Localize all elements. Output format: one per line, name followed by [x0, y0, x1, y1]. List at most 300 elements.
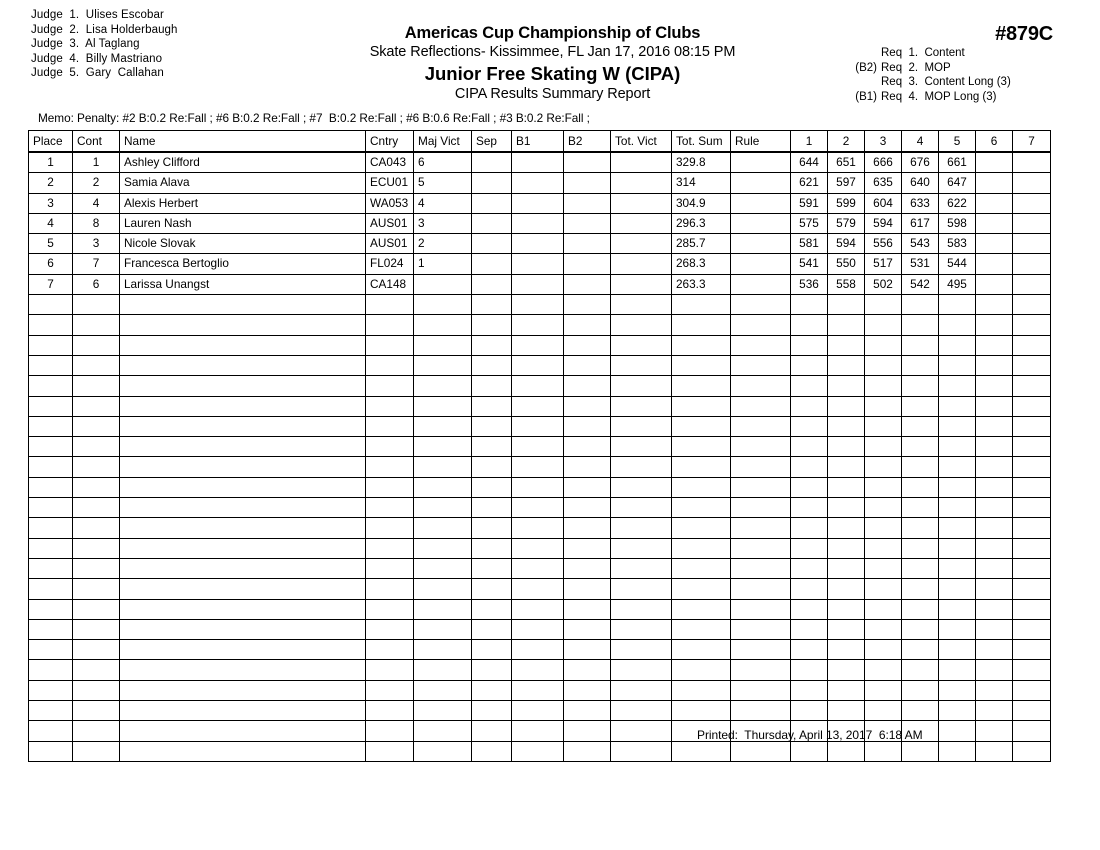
- cell-empty: [366, 701, 414, 721]
- cell-empty: [564, 599, 611, 619]
- table-row-empty: [29, 538, 1051, 558]
- cell-empty: [564, 457, 611, 477]
- cell-empty: [29, 498, 73, 518]
- requirements-block: [845, 22, 1075, 104]
- cell-empty: [366, 295, 414, 315]
- cell-empty: [120, 538, 366, 558]
- cell-empty: [865, 355, 902, 375]
- cell-empty: [902, 599, 939, 619]
- cell-rule: [731, 274, 791, 294]
- table-row: [29, 152, 1051, 173]
- cell-judge-2: 579: [828, 213, 865, 233]
- cell-judge-5: 495: [939, 274, 976, 294]
- cell-empty: [366, 538, 414, 558]
- cell-empty: [939, 558, 976, 578]
- cell-empty: [611, 680, 672, 700]
- cell-empty: [902, 619, 939, 639]
- cell-tot-sum: 285.7: [672, 234, 731, 254]
- cell-empty: [1013, 355, 1051, 375]
- cell-b1: [512, 213, 564, 233]
- cell-empty: [29, 295, 73, 315]
- cell-judge-3: 604: [865, 193, 902, 213]
- cell-empty: [73, 437, 120, 457]
- cell-empty: [73, 477, 120, 497]
- cell-empty: [672, 660, 731, 680]
- cell-empty: [472, 558, 512, 578]
- cell-judge-3: 594: [865, 213, 902, 233]
- cell-empty: [865, 335, 902, 355]
- cell-empty: [29, 721, 73, 741]
- cell-empty: [865, 701, 902, 721]
- cell-tot-sum: 329.8: [672, 152, 731, 173]
- cell-cont: 4: [73, 193, 120, 213]
- cell-judge-4: 676: [902, 152, 939, 173]
- cell-empty: [902, 396, 939, 416]
- cell-empty: [366, 741, 414, 761]
- cell-empty: [865, 498, 902, 518]
- cell-empty: [902, 660, 939, 680]
- cell-maj-vict: 5: [414, 173, 472, 193]
- cell-empty: [472, 396, 512, 416]
- cell-empty: [1013, 660, 1051, 680]
- cell-judge-1: 581: [791, 234, 828, 254]
- cell-b2: [564, 274, 611, 294]
- cell-sep: [472, 193, 512, 213]
- cell-empty: [976, 558, 1013, 578]
- cell-empty: [472, 376, 512, 396]
- cell-empty: [976, 437, 1013, 457]
- cell-empty: [120, 741, 366, 761]
- cell-empty: [512, 660, 564, 680]
- judge-entry-4: Judge 4. Billy Mastriano: [31, 52, 163, 65]
- cell-empty: [939, 295, 976, 315]
- cell-empty: [976, 376, 1013, 396]
- cell-empty: [564, 701, 611, 721]
- cell-empty: [472, 335, 512, 355]
- cell-empty: [366, 396, 414, 416]
- cell-empty: [366, 355, 414, 375]
- cell-empty: [414, 437, 472, 457]
- results-header-row: [29, 131, 1051, 153]
- cell-empty: [472, 477, 512, 497]
- column-header-judge-4: 4: [902, 131, 939, 153]
- table-row-empty: [29, 680, 1051, 700]
- requirement-row-3: [845, 75, 1075, 90]
- cell-judge-2: 599: [828, 193, 865, 213]
- cell-empty: [865, 741, 902, 761]
- judge-entry-3: Judge 3. Al Taglang: [31, 38, 140, 51]
- cell-empty: [902, 579, 939, 599]
- cell-empty: [865, 538, 902, 558]
- cell-empty: [865, 660, 902, 680]
- cell-empty: [611, 599, 672, 619]
- cell-empty: [791, 660, 828, 680]
- cell-empty: [672, 599, 731, 619]
- cell-empty: [564, 396, 611, 416]
- cell-empty: [939, 619, 976, 639]
- cell-judge-6: [976, 274, 1013, 294]
- table-row: [29, 173, 1051, 193]
- cell-empty: [731, 518, 791, 538]
- cell-empty: [564, 579, 611, 599]
- judge-entry-5: Judge 5. Gary Callahan: [31, 67, 164, 80]
- cell-rule: [731, 152, 791, 173]
- cell-empty: [791, 295, 828, 315]
- cell-b1: [512, 193, 564, 213]
- cell-judge-4: 633: [902, 193, 939, 213]
- cell-empty: [414, 599, 472, 619]
- cell-empty: [976, 701, 1013, 721]
- cell-empty: [611, 437, 672, 457]
- cell-empty: [564, 335, 611, 355]
- cell-rule: [731, 234, 791, 254]
- cell-empty: [512, 538, 564, 558]
- cell-empty: [120, 599, 366, 619]
- cell-empty: [902, 680, 939, 700]
- cell-empty: [828, 457, 865, 477]
- cell-empty: [120, 457, 366, 477]
- cell-empty: [611, 498, 672, 518]
- cell-empty: [414, 741, 472, 761]
- cell-maj-vict: 3: [414, 213, 472, 233]
- cell-empty: [939, 376, 976, 396]
- cell-empty: [564, 660, 611, 680]
- cell-empty: [472, 416, 512, 436]
- cell-empty: [672, 437, 731, 457]
- cell-empty: [512, 619, 564, 639]
- cell-empty: [731, 741, 791, 761]
- cell-empty: [865, 457, 902, 477]
- cell-empty: [414, 416, 472, 436]
- cell-empty: [976, 355, 1013, 375]
- cell-empty: [414, 335, 472, 355]
- cell-empty: [791, 619, 828, 639]
- cell-judge-7: [1013, 254, 1051, 274]
- cell-empty: [731, 538, 791, 558]
- cell-empty: [512, 376, 564, 396]
- requirement-prefix-1: [845, 46, 881, 61]
- cell-empty: [564, 315, 611, 335]
- cell-empty: [611, 477, 672, 497]
- cell-empty: [120, 680, 366, 700]
- cell-empty: [828, 558, 865, 578]
- cell-empty: [120, 701, 366, 721]
- column-header-cntry: Cntry: [366, 131, 414, 153]
- table-row-empty: [29, 599, 1051, 619]
- cell-judge-2: 651: [828, 152, 865, 173]
- cell-empty: [73, 680, 120, 700]
- cell-empty: [366, 619, 414, 639]
- cell-judge-5: 583: [939, 234, 976, 254]
- cell-empty: [29, 558, 73, 578]
- cell-empty: [564, 619, 611, 639]
- cell-empty: [976, 721, 1013, 741]
- cell-empty: [828, 376, 865, 396]
- cell-sep: [472, 152, 512, 173]
- cell-empty: [902, 315, 939, 335]
- cell-empty: [414, 579, 472, 599]
- cell-empty: [120, 477, 366, 497]
- cell-empty: [366, 558, 414, 578]
- cell-empty: [828, 538, 865, 558]
- cell-empty: [1013, 518, 1051, 538]
- cell-empty: [611, 376, 672, 396]
- cell-empty: [611, 701, 672, 721]
- cell-empty: [902, 498, 939, 518]
- table-row-empty: [29, 660, 1051, 680]
- cell-empty: [976, 579, 1013, 599]
- cell-empty: [976, 599, 1013, 619]
- cell-empty: [472, 457, 512, 477]
- cell-judge-7: [1013, 234, 1051, 254]
- cell-empty: [672, 741, 731, 761]
- cell-empty: [976, 538, 1013, 558]
- cell-empty: [611, 579, 672, 599]
- table-row-empty: [29, 315, 1051, 335]
- cell-empty: [976, 295, 1013, 315]
- cell-empty: [564, 437, 611, 457]
- cell-cntry: FL024: [366, 254, 414, 274]
- cell-empty: [672, 640, 731, 660]
- cell-empty: [828, 741, 865, 761]
- cell-empty: [414, 315, 472, 335]
- cell-maj-vict: 2: [414, 234, 472, 254]
- requirement-prefix-2: (B2): [855, 61, 877, 74]
- cell-judge-3: 517: [865, 254, 902, 274]
- cell-empty: [73, 396, 120, 416]
- cell-empty: [73, 376, 120, 396]
- cell-empty: [611, 518, 672, 538]
- cell-empty: [731, 680, 791, 700]
- results-table: [28, 130, 1051, 762]
- cell-empty: [564, 640, 611, 660]
- cell-empty: [120, 579, 366, 599]
- cell-empty: [366, 416, 414, 436]
- cell-empty: [564, 538, 611, 558]
- cell-b1: [512, 274, 564, 294]
- table-row: [29, 234, 1051, 254]
- cell-empty: [414, 518, 472, 538]
- cell-empty: [731, 416, 791, 436]
- cell-cntry: CA043: [366, 152, 414, 173]
- cell-sep: [472, 254, 512, 274]
- cell-empty: [672, 295, 731, 315]
- cell-empty: [672, 376, 731, 396]
- cell-empty: [939, 396, 976, 416]
- table-row-empty: [29, 457, 1051, 477]
- results-table-head: [29, 131, 1051, 153]
- cell-empty: [791, 396, 828, 416]
- cell-empty: [29, 640, 73, 660]
- cell-empty: [939, 437, 976, 457]
- cell-empty: [828, 701, 865, 721]
- cell-empty: [828, 396, 865, 416]
- cell-cntry: WA053: [366, 193, 414, 213]
- cell-empty: [120, 558, 366, 578]
- cell-empty: [731, 396, 791, 416]
- event-title: Americas Cup Championship of Clubs: [404, 24, 701, 42]
- cell-empty: [472, 315, 512, 335]
- requirement-row-4: [845, 90, 1075, 105]
- cell-empty: [512, 457, 564, 477]
- cell-empty: [1013, 741, 1051, 761]
- cell-empty: [366, 437, 414, 457]
- column-header-sep: Sep: [472, 131, 512, 153]
- cell-empty: [366, 579, 414, 599]
- cell-empty: [672, 498, 731, 518]
- cell-empty: [976, 396, 1013, 416]
- cell-empty: [29, 477, 73, 497]
- cell-place: 1: [29, 152, 73, 173]
- cell-judge-7: [1013, 152, 1051, 173]
- table-row: [29, 254, 1051, 274]
- cell-empty: [791, 558, 828, 578]
- cell-empty: [976, 619, 1013, 639]
- cell-empty: [1013, 498, 1051, 518]
- cell-empty: [414, 477, 472, 497]
- cell-empty: [731, 701, 791, 721]
- cell-judge-1: 621: [791, 173, 828, 193]
- cell-empty: [611, 396, 672, 416]
- cell-empty: [120, 295, 366, 315]
- cell-b2: [564, 254, 611, 274]
- cell-judge-3: 635: [865, 173, 902, 193]
- table-row-empty: [29, 355, 1051, 375]
- event-subtitle: Skate Reflections- Kissimmee, FL Jan 17, 2016 08:15 PM: [369, 44, 736, 60]
- table-row-empty: [29, 477, 1051, 497]
- cell-empty: [512, 477, 564, 497]
- cell-cntry: ECU01: [366, 173, 414, 193]
- cell-empty: [29, 579, 73, 599]
- cell-b2: [564, 193, 611, 213]
- cell-empty: [865, 437, 902, 457]
- cell-judge-6: [976, 193, 1013, 213]
- cell-empty: [29, 437, 73, 457]
- cell-empty: [611, 295, 672, 315]
- cell-empty: [120, 437, 366, 457]
- cell-empty: [73, 579, 120, 599]
- cell-empty: [564, 558, 611, 578]
- cell-empty: [512, 721, 564, 741]
- cell-empty: [731, 579, 791, 599]
- cell-empty: [939, 457, 976, 477]
- cell-empty: [731, 640, 791, 660]
- cell-empty: [902, 376, 939, 396]
- cell-empty: [366, 457, 414, 477]
- table-row-empty: [29, 579, 1051, 599]
- table-row-empty: [29, 498, 1051, 518]
- cell-empty: [366, 315, 414, 335]
- requirement-prefix-4: (B1): [855, 90, 877, 103]
- cell-empty: [976, 416, 1013, 436]
- cell-judge-6: [976, 173, 1013, 193]
- cell-empty: [512, 295, 564, 315]
- requirement-label-1: Req 1. Content: [881, 47, 965, 59]
- column-header-b2: B2: [564, 131, 611, 153]
- cell-cont: 6: [73, 274, 120, 294]
- cell-empty: [366, 498, 414, 518]
- column-header-place: Place: [29, 131, 73, 153]
- cell-empty: [120, 660, 366, 680]
- cell-empty: [672, 457, 731, 477]
- cell-judge-2: 550: [828, 254, 865, 274]
- cell-empty: [939, 741, 976, 761]
- table-row-empty: [29, 416, 1051, 436]
- cell-b2: [564, 173, 611, 193]
- cell-empty: [29, 619, 73, 639]
- cell-empty: [120, 416, 366, 436]
- cell-empty: [828, 295, 865, 315]
- cell-empty: [120, 498, 366, 518]
- cell-cont: 1: [73, 152, 120, 173]
- table-row-empty: [29, 396, 1051, 416]
- cell-empty: [512, 741, 564, 761]
- cell-empty: [939, 355, 976, 375]
- cell-empty: [414, 295, 472, 315]
- cell-empty: [366, 376, 414, 396]
- cell-empty: [1013, 376, 1051, 396]
- cell-empty: [73, 619, 120, 639]
- cell-empty: [828, 680, 865, 700]
- cell-place: 7: [29, 274, 73, 294]
- cell-judge-6: [976, 152, 1013, 173]
- cell-judge-5: 622: [939, 193, 976, 213]
- cell-empty: [731, 498, 791, 518]
- cell-empty: [1013, 680, 1051, 700]
- cell-tot-vict: [611, 274, 672, 294]
- cell-name: Samia Alava: [120, 173, 366, 193]
- cell-empty: [414, 355, 472, 375]
- cell-empty: [902, 640, 939, 660]
- table-row-empty: [29, 558, 1051, 578]
- cell-empty: [472, 660, 512, 680]
- cell-empty: [976, 660, 1013, 680]
- cell-empty: [865, 579, 902, 599]
- column-header-judge-1: 1: [791, 131, 828, 153]
- cell-empty: [472, 295, 512, 315]
- cell-empty: [564, 295, 611, 315]
- cell-empty: [865, 558, 902, 578]
- table-row-empty: [29, 619, 1051, 639]
- cell-judge-1: 575: [791, 213, 828, 233]
- cell-empty: [120, 518, 366, 538]
- cell-empty: [865, 315, 902, 335]
- cell-empty: [828, 477, 865, 497]
- cell-cont: 7: [73, 254, 120, 274]
- column-header-judge-6: 6: [976, 131, 1013, 153]
- cell-sep: [472, 234, 512, 254]
- cell-empty: [865, 295, 902, 315]
- cell-empty: [29, 396, 73, 416]
- cell-empty: [472, 355, 512, 375]
- cell-place: 4: [29, 213, 73, 233]
- cell-judge-5: 598: [939, 213, 976, 233]
- cell-empty: [414, 619, 472, 639]
- table-row-empty: [29, 437, 1051, 457]
- cell-empty: [828, 640, 865, 660]
- cell-empty: [828, 660, 865, 680]
- cell-empty: [791, 437, 828, 457]
- cell-empty: [472, 538, 512, 558]
- cell-empty: [731, 355, 791, 375]
- column-header-b1: B1: [512, 131, 564, 153]
- cell-empty: [902, 416, 939, 436]
- cell-empty: [939, 335, 976, 355]
- cell-empty: [731, 457, 791, 477]
- column-header-judge-7: 7: [1013, 131, 1051, 153]
- cell-empty: [828, 599, 865, 619]
- cell-empty: [902, 701, 939, 721]
